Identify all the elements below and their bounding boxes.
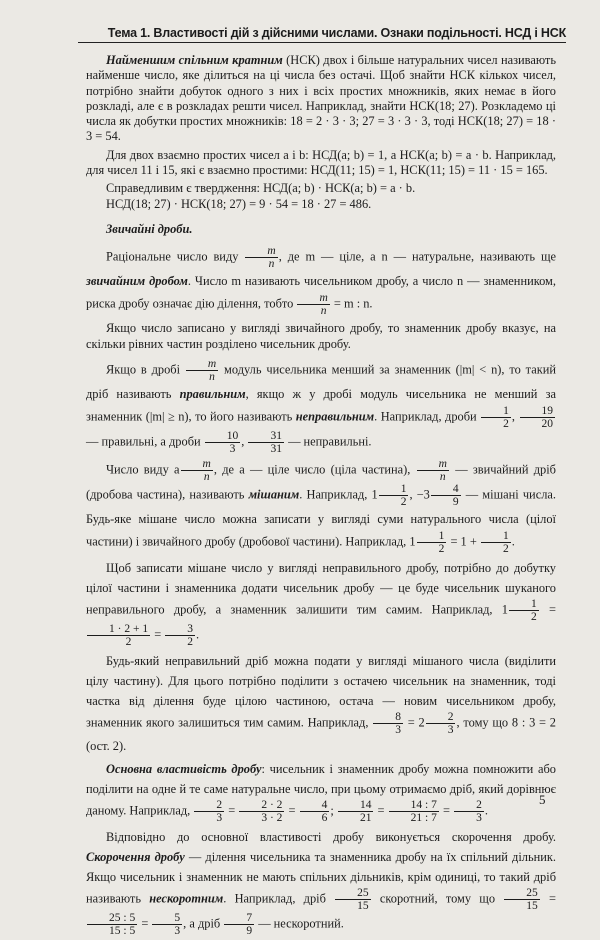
- fraction-calc: [389, 799, 439, 824]
- text: =: [228, 803, 236, 818]
- fraction-5-3: [152, 912, 182, 937]
- text: Раціональне число виду: [106, 249, 239, 264]
- text: , а дріб: [183, 916, 221, 931]
- improper-to-mixed-paragraph: [86, 651, 556, 756]
- denominator: n: [320, 305, 327, 318]
- denominator: 2: [502, 542, 509, 555]
- fraction-m-n: [181, 458, 213, 483]
- denominator: 3: [229, 442, 236, 455]
- term-proper: правильним: [179, 386, 246, 401]
- basic-property-paragraph: [86, 759, 556, 824]
- denominator: 3: [174, 924, 181, 937]
- numerator: 1 · 2 + 1: [87, 623, 150, 636]
- numerator: 14: [338, 799, 374, 812]
- numerator: 31: [248, 430, 284, 443]
- numerator: 3: [165, 623, 195, 636]
- text: =: [288, 803, 296, 818]
- numerator: 2: [194, 799, 224, 812]
- term-irreducible: нескоротним: [149, 891, 224, 906]
- numerator: 10: [205, 430, 241, 443]
- fraction-31-31: [248, 430, 284, 455]
- numerator: m: [245, 245, 277, 258]
- text: Будь-який неправильний дріб можна подати у вигляді мішаного числа (виділити цілу частину). Для цього потрібно поділити з остачею чисельник на знаменник, тоді частка від ділення буде цілою частиною, остача — новим чисельником дробу, знаменник якого залишиться тим самим. Наприклад,: [86, 653, 556, 730]
- nsk-definition: [86, 53, 556, 145]
- numerator: 4: [300, 799, 330, 812]
- numerator: m: [297, 292, 329, 305]
- text: ;: [330, 803, 334, 818]
- denominator: 2: [530, 610, 537, 623]
- page-header: Тема 1. Властивості дій з дійсними числами. Ознаки подільності. НСД і НСК: [78, 26, 566, 43]
- text: — мішані числа. Будь-яке мішане число можна записати у вигляді суми натурального числа (цілої частини) і звичайного дробу (дробової частини). Наприклад,: [86, 487, 556, 549]
- text: =: [442, 803, 450, 818]
- numerator: 25: [504, 887, 540, 900]
- reduction-paragraph: [86, 827, 556, 937]
- numerator: m: [181, 458, 213, 471]
- mixed-to-improper-paragraph: Щоб записати мішане число у вигляді неправильного дробу, потрібно до добутку цілої частини і знаменника додати чисельник дробу — це буде чисельник шуканого неправильного дробу, а знаменник залишити тим самим. Наприклад, 1 $\frac{1}{2}$ = $\frac{1 \cdot 2 + 1}{2}$ = $\frac{3}{2}$ .: [86, 560, 556, 648]
- text: Число виду a: [106, 462, 180, 477]
- denominator: n: [268, 258, 275, 271]
- text: Якщо в дробі: [106, 362, 181, 377]
- denominator: 3: [447, 723, 454, 736]
- fraction-10-3: [205, 430, 241, 455]
- numerator: 2: [426, 711, 456, 724]
- page-number: 5: [539, 792, 546, 807]
- coprime-paragraph: Для двох взаємно простих чисел a і b: НСД(a; b) = 1, а НСК(a; b) = a · b. Наприклад, для чисел 11 і 15, які є взаємно простими: НСД(11; 15) = 1, НСК(11; 15) = 11 · 15 = 165.: [86, 147, 556, 178]
- ordinary-fraction-definition: [86, 245, 556, 317]
- term-reduction: Скорочення дробу: [86, 849, 185, 864]
- text: . Наприклад, 1: [299, 487, 378, 502]
- fraction-m-n: [186, 358, 218, 383]
- section-heading: Звичайні дроби.: [106, 221, 193, 236]
- denominator: 15: [357, 899, 369, 912]
- denominator: n: [209, 370, 215, 383]
- denominator: 2: [125, 635, 132, 648]
- denominator: n: [439, 470, 446, 483]
- fraction-14-21: [338, 799, 374, 824]
- term-basic-property: Основна властивість дробу: [106, 761, 262, 776]
- nsk-text: (НСК) двох і більше натуральних чисел називають найменше число, яке ділиться на ці числа без остачі. Щоб знайти НСК кількох чисел, потрібно знайти добуток одного з них і всіх простих множників, яких немає в його розкладі, але є в розкладах решти чисел. Наприклад, знайти НСК(18; 27). Розкладемо ці числа як добутки простих множників: 18 = 2 · 3 · 3; 27 = 3 · 3 · 3, тоді НСК(18; 27) = 18 · 3 = 54.: [86, 53, 556, 144]
- denominator: 9: [452, 495, 459, 508]
- text: — правильні, а дроби: [86, 434, 201, 449]
- text: , де a — ціле число (ціла частина),: [213, 462, 411, 477]
- numerator: 1: [417, 530, 447, 543]
- text: скоротний, тому що: [379, 891, 496, 906]
- text: модуль чисельника менший за знаменник (|m| < n), то такий дріб називають: [86, 362, 556, 401]
- fraction-m-n: [417, 458, 449, 483]
- denominator: 21: [359, 811, 372, 824]
- fraction-1-2: [481, 530, 511, 555]
- numerator: 4: [431, 483, 461, 496]
- text: — ділення чисельника та знаменника дробу на їх спільний дільник. Якщо чисельник і знаменник не мають спільних дільників, крім одиниці, то такий дріб називають: [86, 849, 556, 906]
- numerator: 2 · 2: [239, 799, 284, 812]
- denominator: 2: [400, 495, 407, 508]
- fraction-19-20: [520, 405, 556, 430]
- text: — неправильні.: [288, 434, 372, 449]
- numerator: m: [186, 358, 218, 371]
- fraction-1-2: [417, 530, 447, 555]
- numerator: 25: [335, 887, 371, 900]
- denominator: 2: [503, 417, 509, 430]
- fraction-1-2: [481, 405, 511, 430]
- text: 1: [409, 534, 416, 549]
- denominator: 2: [187, 635, 194, 648]
- fraction-2-3: [426, 711, 456, 736]
- text: =: [549, 602, 556, 617]
- fraction-1-2: [379, 483, 409, 508]
- denominator: 31: [270, 442, 282, 455]
- gcd-lcm-example: НСД(18; 27) · НСК(18; 27) = 9 · 54 = 18 · 27 = 486.: [106, 196, 372, 211]
- text: , якщо ж у дробі модуль чисельника не менший за знаменник (|m| ≥ n), то його називають: [86, 386, 556, 424]
- fraction-calc: [87, 912, 137, 937]
- numerator: 2: [454, 799, 484, 812]
- fraction-25-15: [504, 887, 540, 912]
- numerator: 1: [379, 483, 409, 496]
- fraction-m-n: [297, 292, 329, 317]
- text: : чисельник і знаменник дробу можна помножити або поділити на одне й те саме натуральне число, при цьому отримаємо дріб, який дорівнює даному. Наприклад,: [86, 761, 556, 818]
- text: .: [484, 803, 488, 818]
- fraction-7-9: [224, 912, 254, 937]
- denominator-paragraph: Якщо число записано у вигляді звичайного дробу, то знаменник дробу вказує, на скільки рівних частин розділено чисельник дробу.: [86, 321, 556, 351]
- text: . Наприклад, дроби: [374, 409, 477, 424]
- fraction-3-2: [165, 623, 195, 648]
- denominator: 15: [526, 899, 538, 912]
- numerator: m: [417, 458, 449, 471]
- term-improper: неправильним: [295, 409, 375, 424]
- denominator: 9: [246, 924, 253, 937]
- text: =: [549, 891, 556, 906]
- text: . Число m називають чисельником дробу, а число n — знаменником, риска дробу означає дію ділення, тобто: [86, 274, 556, 311]
- fraction-1-2: [509, 598, 539, 623]
- fraction-2-3: [454, 799, 484, 824]
- denominator: n: [203, 470, 210, 483]
- text: — нескоротний.: [258, 916, 344, 931]
- denominator: 21 : 7: [410, 811, 437, 824]
- gcd-lcm-statement: Справедливим є твердження: НСД(a; b) · НСК(a; b) = a · b.: [106, 181, 416, 196]
- fraction-2-3: [194, 799, 224, 824]
- numerator: 1: [481, 405, 511, 418]
- fraction-4-6: [300, 799, 330, 824]
- denominator: 3: [476, 811, 482, 824]
- numerator: 5: [152, 912, 182, 925]
- mixed-number-paragraph: [86, 458, 556, 555]
- term-ordinary-fraction: звичайним дробом: [86, 274, 188, 289]
- numerator: 14 : 7: [389, 799, 439, 812]
- denominator: 3: [395, 723, 401, 736]
- text: = 1 +: [450, 534, 477, 549]
- denominator: 3 · 2: [261, 811, 283, 824]
- text: — звичайний дріб (дробова частина), називають: [86, 462, 556, 502]
- fraction-calc: [239, 799, 284, 824]
- text: =: [377, 803, 385, 818]
- numerator: 8: [373, 711, 403, 724]
- numerator: 1: [481, 530, 511, 543]
- denominator: 3: [216, 811, 223, 824]
- nsk-term: Найменшим спільним кратним: [106, 53, 283, 67]
- text: , тому що 8 : 3 = 2 (ост. 2).: [86, 715, 556, 753]
- text: = m : n.: [333, 296, 373, 311]
- fraction-m-n: [245, 245, 277, 270]
- text: Відповідно до основної властивості дробу виконується скорочення дробу.: [106, 829, 556, 844]
- text: Щоб записати мішане число у вигляді неправильного дробу, потрібно до добутку цілої частини і знаменника додати чисельник дробу — це буде чисельник шуканого неправильного дробу, а знаменник залишити тим самим. Наприклад, 1: [86, 560, 556, 617]
- fraction-4-9: [431, 483, 461, 508]
- text: =: [141, 916, 149, 931]
- text: = 2: [407, 715, 425, 730]
- proper-fraction-paragraph: Якщо в дробі $\frac{m}{n}$ модуль чисельника менший за знаменник (|m| < n), то такий дріб називають правильним, якщо ж у дробі модуль чисельника не менший за знаменник (|m| ≥ n), то його називають неправильним. Наприклад, дроби $\frac{1}{2}$ , $\frac{19}{20}$ — правильні, а дроби $\frac{10}{3}$ , $\frac{31}{31}$ — неправильні.: [86, 357, 556, 455]
- numerator: 1: [509, 598, 539, 611]
- numerator: 7: [224, 912, 254, 925]
- text: , −3: [409, 487, 430, 502]
- denominator: 6: [321, 811, 328, 824]
- page-body: [86, 53, 556, 940]
- term-mixed: мішаним: [248, 487, 300, 502]
- text: . Наприклад, дріб: [223, 891, 326, 906]
- numerator: 19: [520, 405, 556, 418]
- text: =: [154, 627, 162, 642]
- denominator: 2: [438, 542, 445, 555]
- fraction-8-3: [373, 711, 403, 736]
- denominator: 20: [541, 417, 553, 430]
- fraction-calc: [87, 623, 150, 648]
- text: , де m — ціле, а n — натуральне, називають ще: [278, 249, 557, 264]
- fraction-25-15: [335, 887, 371, 912]
- numerator: 25 : 5: [87, 912, 137, 925]
- denominator: 15 : 5: [109, 924, 136, 937]
- text: .: [511, 534, 515, 549]
